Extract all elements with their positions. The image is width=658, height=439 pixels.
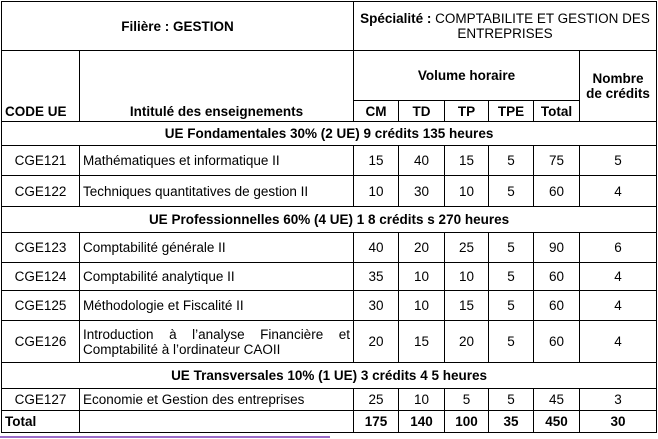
intitule-cell: Economie et Gestion des entreprises xyxy=(80,389,354,411)
td-cell: 10 xyxy=(399,389,445,411)
intitule-line-2: Comptabilité à l’ordinateur CAOII xyxy=(83,341,281,357)
section-title: UE Professionnelles 60% (4 UE) 1 8 crédits s 270 heures xyxy=(2,207,657,233)
total-cm: 175 xyxy=(354,411,399,433)
intitule-line-1: Introduction à l’analyse Financière et xyxy=(83,326,350,342)
total-label: Total xyxy=(2,411,80,433)
total-cell: 60 xyxy=(534,291,580,321)
total-row xyxy=(2,411,657,433)
tpe-cell: 5 xyxy=(489,321,534,363)
tp-cell: 15 xyxy=(445,291,489,321)
credits-cell: 3 xyxy=(580,389,657,411)
cm-cell: 35 xyxy=(354,263,399,291)
tp-cell: 10 xyxy=(445,176,489,207)
td-cell: 10 xyxy=(399,263,445,291)
section-row xyxy=(2,363,657,389)
td-cell: 10 xyxy=(399,291,445,321)
tp-cell: 25 xyxy=(445,233,489,263)
credits-cell: 4 xyxy=(580,176,657,207)
table-row xyxy=(2,176,657,207)
cm-cell: 25 xyxy=(354,389,399,411)
code-cell: CGE125 xyxy=(2,291,80,321)
td-cell: 30 xyxy=(399,176,445,207)
intitule-cell: Méthodologie et Fiscalité II xyxy=(80,291,354,321)
cm-cell: 40 xyxy=(354,233,399,263)
credits-cell: 5 xyxy=(580,146,657,176)
code-cell: CGE123 xyxy=(2,233,80,263)
intitule-header: Intitulé des enseignements xyxy=(80,51,354,122)
cm-cell: 15 xyxy=(354,146,399,176)
total-cell: 60 xyxy=(534,176,580,207)
section-title: UE Fondamentales 30% (2 UE) 9 crédits 135 heures xyxy=(2,122,657,146)
cm-header: CM xyxy=(354,101,399,122)
code-cell: CGE127 xyxy=(2,389,80,411)
bottom-accent-bar xyxy=(0,436,330,438)
tp-cell: 20 xyxy=(445,321,489,363)
code-ue-header: CODE UE xyxy=(2,51,80,122)
total-cell: 60 xyxy=(534,321,580,363)
table-row xyxy=(2,263,657,291)
tpe-cell: 5 xyxy=(489,263,534,291)
intitule-cell: Comptabilité générale II xyxy=(80,233,354,263)
td-cell: 40 xyxy=(399,146,445,176)
cm-cell: 30 xyxy=(354,291,399,321)
intitule-cell xyxy=(80,321,354,363)
total-td: 140 xyxy=(399,411,445,433)
total-credits: 30 xyxy=(580,411,657,433)
table-row xyxy=(2,291,657,321)
tpe-header: TPE xyxy=(489,101,534,122)
tpe-cell: 5 xyxy=(489,146,534,176)
credits-cell: 4 xyxy=(580,263,657,291)
total-header: Total xyxy=(534,101,580,122)
code-cell: CGE122 xyxy=(2,176,80,207)
tpe-cell: 5 xyxy=(489,291,534,321)
total-cell: 45 xyxy=(534,389,580,411)
cm-cell: 20 xyxy=(354,321,399,363)
credits-cell: 4 xyxy=(580,291,657,321)
intitule-cell: Comptabilité analytique II xyxy=(80,263,354,291)
total-cell: 60 xyxy=(534,263,580,291)
total-cell: 90 xyxy=(534,233,580,263)
tpe-cell: 5 xyxy=(489,389,534,411)
table-row xyxy=(2,146,657,176)
td-header: TD xyxy=(399,101,445,122)
specialite-label: Spécialité : xyxy=(360,11,432,26)
total-empty-cell xyxy=(80,411,354,433)
section-title: UE Transversales 10% (1 UE) 3 crédits 4 5 heures xyxy=(2,363,657,389)
total-cell: 75 xyxy=(534,146,580,176)
header-row xyxy=(2,2,657,51)
tp-cell: 10 xyxy=(445,263,489,291)
curriculum-table xyxy=(1,1,657,433)
tp-header: TP xyxy=(445,101,489,122)
total-tp: 100 xyxy=(445,411,489,433)
table-row xyxy=(2,233,657,263)
tpe-cell: 5 xyxy=(489,176,534,207)
intitule-cell: Techniques quantitatives de gestion II xyxy=(80,176,354,207)
code-cell: CGE126 xyxy=(2,321,80,363)
cm-cell: 10 xyxy=(354,176,399,207)
tpe-cell: 5 xyxy=(489,233,534,263)
total-total: 450 xyxy=(534,411,580,433)
tp-cell: 5 xyxy=(445,389,489,411)
section-row xyxy=(2,122,657,146)
code-cell: CGE121 xyxy=(2,146,80,176)
section-row xyxy=(2,207,657,233)
volume-horaire-header: Volume horaire xyxy=(354,51,580,101)
tp-cell: 15 xyxy=(445,146,489,176)
td-cell: 20 xyxy=(399,233,445,263)
total-tpe: 35 xyxy=(489,411,534,433)
credits-cell: 4 xyxy=(580,321,657,363)
credits-header: Nombre de crédits xyxy=(580,51,657,122)
specialite-cell xyxy=(354,2,657,51)
credits-cell: 6 xyxy=(580,233,657,263)
table-row xyxy=(2,389,657,411)
specialite-value: COMPTABILITE ET GESTION DES ENTREPRISES xyxy=(435,11,650,41)
filiere-cell: Filière : GESTION xyxy=(2,2,354,51)
td-cell: 15 xyxy=(399,321,445,363)
column-header-row-top xyxy=(2,51,657,101)
intitule-cell: Mathématiques et informatique II xyxy=(80,146,354,176)
table-row xyxy=(2,321,657,363)
code-cell: CGE124 xyxy=(2,263,80,291)
